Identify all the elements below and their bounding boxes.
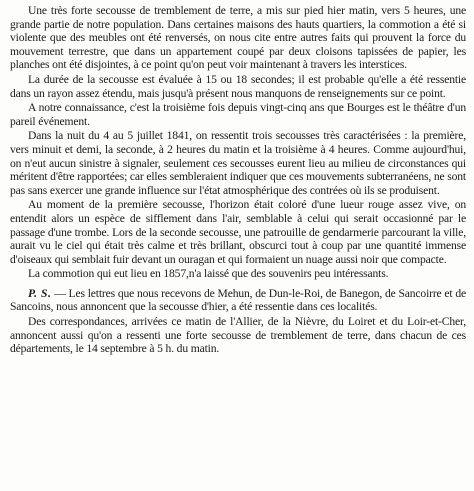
postscript-dash: — [51, 286, 69, 300]
postscript-mark: P. S. [28, 286, 52, 300]
paragraph-1857-commotion: La commotion qui eut lieu en 1857,n'a laissé que des souvenirs peu intéressants. [28, 267, 389, 281]
paragraph-duration: La durée de la secousse est évaluée à 15 ou 18 secondes; il est probable qu'elle a été ressentie dans un rayon assez étendu, mais jusqu'à présent nous manquons de renseignements sur ce point. [10, 72, 466, 100]
paragraph-first-shock-details: Au moment de la première secousse, l'horizon était coloré d'une lueur rouge assez vive, on entendit alors un espèce de sifflement dans l'air, semblable à celui qui serait occasionné par le passage d'une trombe. Lors de la seconde secousse, une patrouille de gendarmerie parcourant la ville, aurait vu le ciel qui était très calme et très brillant, obscurci tout à coup par une quantité immense d'oiseaux qui semblait fuir devant un ouragan et qui formaient un nuage aussi noir que compacte. [10, 198, 466, 266]
paragraph-1841-shocks: Dans la nuit du 4 au 5 juillet 1841, on ressentit trois secousses très caractérisées : la première, vers minuit et demi, la seconde, à 2 heures du matin et la troisième à 4 heures. Comme aujourd'hui, on n'eut aucun sinistre à signaler, seulement ces secousses eurent lieu au milieu de circonstances qui méritent d'être rapportées; car elles sembleraient indiquer que ces mouvements subterranéens, ne sont pas sans exercer une grande influence sur l'état atmosphérique des contrées où ils se produisent. [10, 129, 466, 197]
paragraph-earthquake-report: Une très forte secousse de tremblement de terre, a mis sur pied hier matin, vers 5 heures, une grande partie de notre population. Dans certaines maisons des hauts quartiers, la commotion a été si violente que des meubles ont été renversés, on nous cite entre autres faits qui prouvent la force du mouvement terrestre, que dans un appartement coupé par deux cloisons tapissées de papier, les planches ont été disjointes, à ce point qu'on peut voir maintenant à travers les interstices. [10, 4, 466, 72]
postscript-letters-text: Les lettres que nous recevons de Mehun, de Dun-le-Roi, de Banegon, de Sancoirre et de Sancoins, nous annoncent que la secousse d'hier, a été ressentie dans ces localités. [10, 286, 466, 314]
postscript-paragraph [10, 287, 466, 314]
paragraph-third-time: A notre connaissance, c'est la troisième fois depuis vingt-cinq ans que Bourges est le théâtre d'un pareil événement. [10, 101, 466, 128]
paragraph-correspondences: Des correspondances, arrivées ce matin de l'Allier, de la Nièvre, du Loiret et du Loir-et-Cher, annoncent aussi qu'on a ressenti une forte secousse de tremblement de terre, dans chacun de ces départements, le 14 septembre à 5 h. du matin. [10, 315, 466, 356]
